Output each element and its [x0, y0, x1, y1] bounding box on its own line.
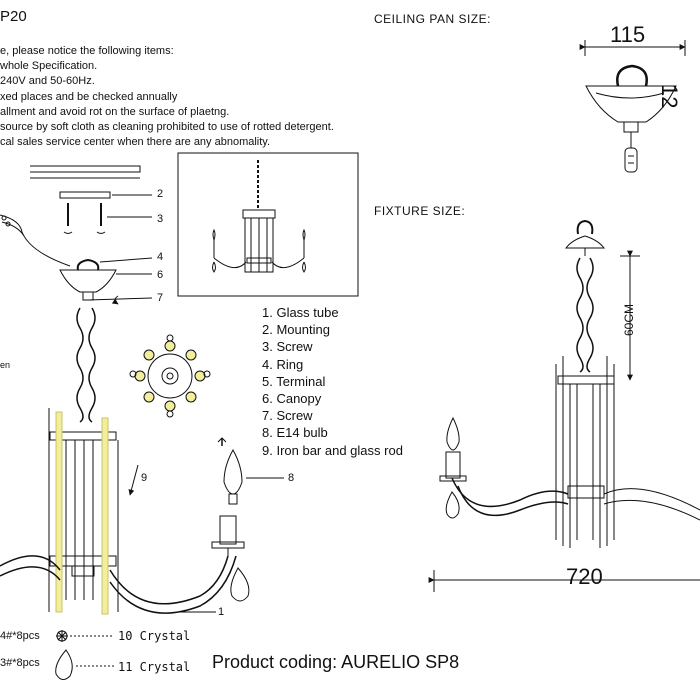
- notice-line-3: 240V and 50-60Hz.: [0, 75, 95, 87]
- ceiling-pan-width: 115: [610, 22, 646, 47]
- notice-line-1: e, please notice the following items:: [0, 45, 174, 57]
- sheet-title: P20: [0, 8, 27, 25]
- notice-line-7: cal sales service center when there are any abnomality.: [0, 136, 271, 148]
- callout-9: 9: [141, 472, 148, 484]
- callout-8: 8: [288, 472, 295, 484]
- exploded-assembly: [0, 166, 284, 614]
- part-item: 3. Screw: [262, 339, 313, 355]
- part-item: 7. Screw: [262, 408, 313, 424]
- fixture-size-drawing: [434, 221, 700, 592]
- part-item: 4. Ring: [262, 356, 304, 372]
- callout-4: 4: [157, 251, 164, 263]
- part-item: 6. Canopy: [262, 390, 322, 406]
- side-note: en: [0, 360, 11, 370]
- fixture-width-label: 720: [566, 564, 603, 589]
- callout-7: 7: [157, 292, 164, 304]
- part-item: 5. Terminal: [262, 373, 326, 389]
- callout-6: 6: [157, 269, 164, 281]
- crystal-legend: [56, 630, 114, 680]
- callout-3: 3: [157, 213, 164, 225]
- canopy: [60, 270, 116, 292]
- notice-line-5: allment and avoid rot on the surface of plaetng.: [0, 106, 230, 118]
- ceiling-pan-drawing: [585, 40, 685, 172]
- part-item: 9. Iron bar and glass rod: [262, 442, 403, 458]
- crystal-10-glyph: [56, 630, 68, 642]
- crystal-qty-11: 3#*8pcs: [0, 657, 40, 669]
- fixture-size-label: FIXTURE SIZE:: [374, 204, 466, 218]
- part-item: 2. Mounting: [262, 322, 330, 338]
- ceiling-pan-label: CEILING PAN SIZE:: [374, 12, 491, 26]
- fixture-crystal: [446, 492, 459, 518]
- chain-length-label: 60CM: [622, 303, 636, 336]
- arm: [0, 556, 228, 604]
- notice-line-2: whole Specification.: [0, 60, 98, 72]
- callout-1: 1: [218, 606, 225, 618]
- ceiling-pan-height: 12: [657, 84, 682, 109]
- preview-frame: [178, 153, 358, 296]
- notice-line-4: xed places and be checked annually: [0, 91, 178, 103]
- rosette-top-view: [130, 335, 210, 417]
- fixture-glass-rods: [556, 356, 614, 548]
- product-coding: Product coding: AURELIO SP8: [212, 652, 460, 672]
- crystal-qty-10: 4#*8pcs: [0, 630, 40, 642]
- glass-rods: [49, 408, 118, 614]
- ceiling-pan-ring: [617, 66, 646, 86]
- chain: [77, 308, 95, 422]
- e14-bulb: [224, 450, 242, 494]
- crystal-label-11: 11 Crystal: [118, 660, 191, 674]
- callout-2: 2: [157, 188, 164, 200]
- part-item: 8. E14 bulb: [262, 425, 328, 441]
- notice-line-6: source by soft cloth as cleaning prohibited to use of rotted detergent.: [0, 121, 334, 133]
- crystal-drop: [231, 568, 249, 601]
- ceiling-pan-canopy: [586, 86, 676, 122]
- part-item: 1. Glass tube: [262, 305, 339, 320]
- candle-sleeve: [220, 516, 236, 544]
- fixture-candle: [446, 452, 460, 478]
- crystal-label-10: 10 Crystal: [118, 629, 191, 643]
- crystal-11-glyph: [56, 650, 73, 680]
